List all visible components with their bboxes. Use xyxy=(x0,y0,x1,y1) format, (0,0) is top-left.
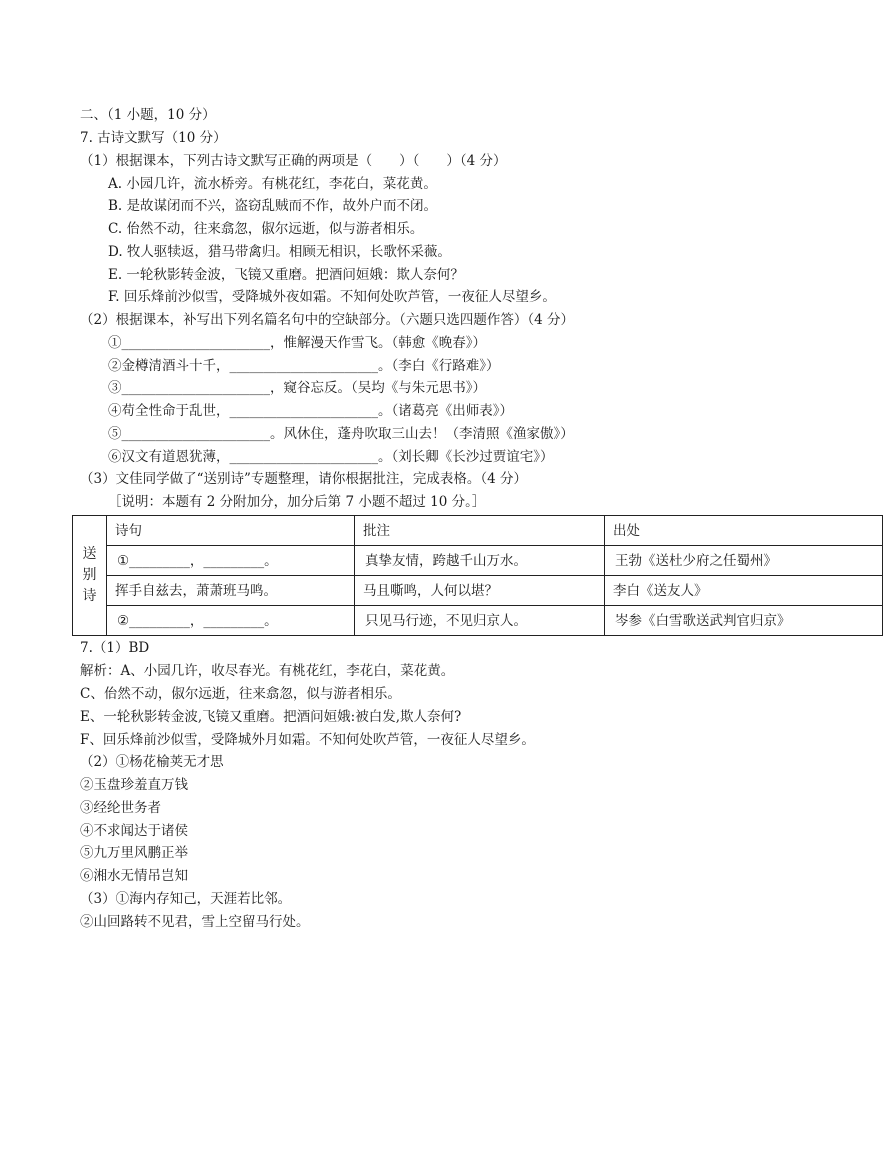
question-title: 7. 古诗文默写（10 分） xyxy=(80,130,227,146)
table-row xyxy=(73,546,883,576)
answer-line: ②山回路转不见君，雪上空留马行处。 xyxy=(80,914,310,930)
verse-cell-blank-1: ①_________，_________。 xyxy=(107,546,355,576)
verse-cell: 挥手自兹去，萧萧班马鸣。 xyxy=(107,576,355,606)
option-f: F. 回乐烽前沙似雪，受降城外夜如霜。不知何处吹芦管，一夜征人尽望乡。 xyxy=(108,289,556,305)
answer-line: ②玉盘珍羞直万钱 xyxy=(80,777,188,793)
part2-prompt: （2）根据课本，补写出下列名篇名句中的空缺部分。（六题只选四题作答）（4 分） xyxy=(80,312,574,328)
answer-line: F、回乐烽前沙似雪，受降城外月如霜。不知何处吹芦管，一夜征人尽望乡。 xyxy=(80,732,535,748)
fill-item-3: ③______________________，窥谷忘反。（吴均《与朱元思书》） xyxy=(108,380,486,396)
answer-line: 7.（1）BD xyxy=(80,640,150,656)
option-c: C. 佁然不动，往来翕忽，俶尔远逝，似与游者相乐。 xyxy=(108,221,424,237)
answer-line: E、一轮秋影转金波,飞镜又重磨。把酒问姮娥:被白发,欺人奈何? xyxy=(80,709,462,725)
annotation-cell: 马且嘶鸣，人何以堪？ xyxy=(355,576,605,606)
answer-line: （3）①海内存知己，天涯若比邻。 xyxy=(80,891,292,907)
part1-prompt: （1）根据课本，下列古诗文默写正确的两项是（ ）（ ）（4 分） xyxy=(80,153,507,169)
fill-item-5: ⑤______________________。风休住，蓬舟吹取三山去！（李清照《渔家傲》） xyxy=(108,426,574,442)
option-a: A. 小园几许，流水桥旁。有桃花红，李花白，菜花黄。 xyxy=(108,176,437,192)
farewell-poem-table xyxy=(72,515,883,636)
part3-prompt: （3）文佳同学做了“送别诗”专题整理，请你根据批注，完成表格。（4 分） xyxy=(80,471,528,487)
source-cell: 岑参《白雪歌送武判官归京》 xyxy=(605,606,883,636)
answer-line: ④不求闻达于诸侯 xyxy=(80,823,188,839)
option-b: B. 是故谋闭而不兴，盗窃乱贼而不作，故外户而不闭。 xyxy=(108,198,438,214)
table-row xyxy=(73,576,883,606)
answer-line: C、佁然不动，俶尔远逝，往来翕忽，似与游者相乐。 xyxy=(80,686,401,702)
fill-item-4: ④苟全性命于乱世，______________________。（诸葛亮《出师表》） xyxy=(108,403,513,419)
source-cell: 王勃《送杜少府之任蜀州》 xyxy=(605,546,883,576)
answer-line: 解析：A、小园几许，收尽春光。有桃花红，李花白，菜花黄。 xyxy=(80,663,455,679)
fill-item-6: ⑥汉文有道恩犹薄，______________________。（刘长卿《长沙过贾谊宅》） xyxy=(108,449,554,465)
annotation-cell: 真挚友情，跨越千山万水。 xyxy=(355,546,605,576)
table-side-label: 送 别 诗 xyxy=(73,516,107,636)
annotation-cell: 只见马行迹，不见归京人。 xyxy=(355,606,605,636)
header-annotation: 批注 xyxy=(355,516,605,546)
answer-line: （2）①杨花榆荚无才思 xyxy=(80,754,224,770)
fill-item-2: ②金樽清酒斗十千，______________________。（李白《行路难》） xyxy=(108,358,500,374)
answer-line: ⑤九万里风鹏正举 xyxy=(80,845,188,861)
part3-note: ［说明：本题有 2 分附加分，加分后第 7 小题不超过 10 分。］ xyxy=(108,494,486,510)
table-row xyxy=(73,606,883,636)
verse-cell-blank-2: ②_________，_________。 xyxy=(107,606,355,636)
section-heading: 二、（1 小题，10 分） xyxy=(80,107,216,123)
header-verse: 诗句 xyxy=(107,516,355,546)
option-d: D. 牧人驱犊返，猎马带禽归。相顾无相识，长歌怀采薇。 xyxy=(108,244,451,260)
table-header-row xyxy=(73,516,883,546)
header-source: 出处 xyxy=(605,516,883,546)
source-cell: 李白《送友人》 xyxy=(605,576,883,606)
option-e: E. 一轮秋影转金波，飞镜又重磨。把酒问姮娥：欺人奈何？ xyxy=(108,267,464,283)
answer-line: ⑥湘水无情吊岂知 xyxy=(80,868,188,884)
answer-line: ③经纶世务者 xyxy=(80,800,161,816)
fill-item-1: ①______________________，惟解漫天作雪飞。（韩愈《晚春》） xyxy=(108,335,486,351)
